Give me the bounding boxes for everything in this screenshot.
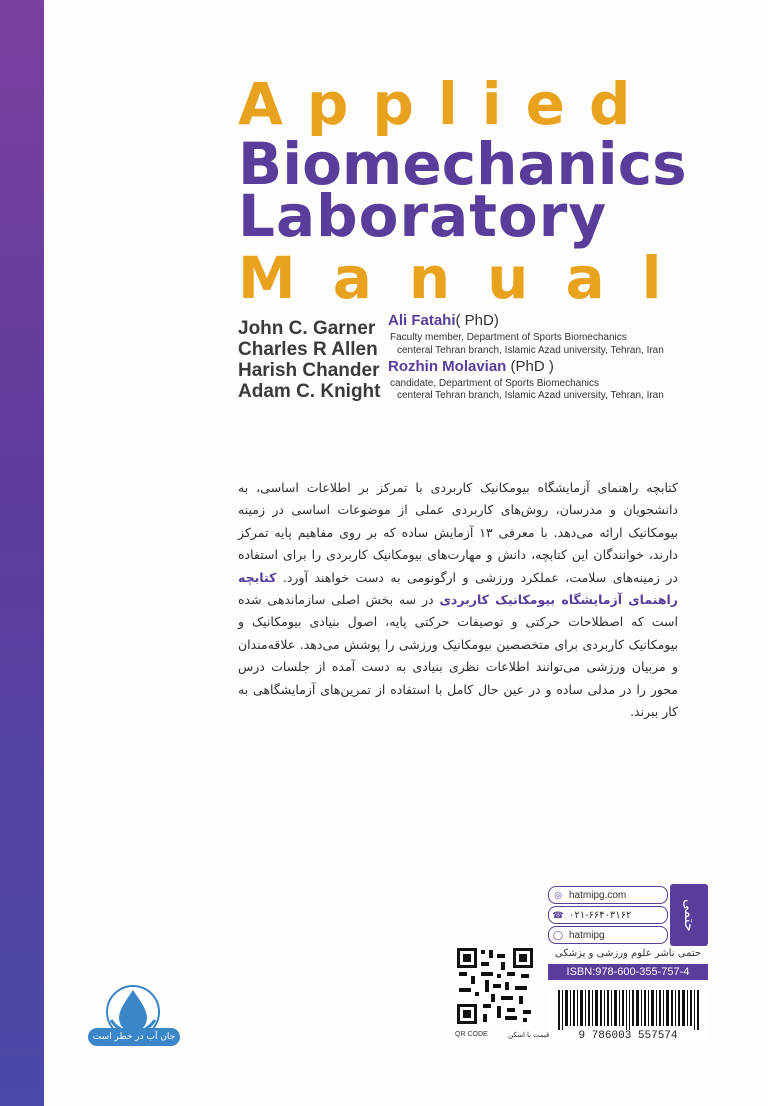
- description-highlight: کتابچه راهنمای آزمایشگاه بیومکانیک کاربردی: [238, 569, 679, 608]
- publisher-instagram-text: hatmipg: [569, 929, 605, 941]
- translator-1: [388, 312, 499, 329]
- globe-icon: ◎: [554, 889, 562, 900]
- book-description: [238, 477, 678, 723]
- book-spine: [0, 0, 44, 1106]
- description-part-1: کتابچه راهنمای آزمایشگاه بیومکانیک کاربردی با تمرکز بر اطلاعات اساسی، به دانشجویان و مدرسان، روش‌های کاربردی عملی از موضوعات اساسی در زمینه بیومکانیک ارائه می‌دهد. با معرفی ۱۳ آزمایش ساده که بر روی مفاهیم پایه تمرکز دارند، خوانندگان این کتابچه، دانش و مهارت‌های بیومکانیک کاربردی را برای استفاده در زمینه‌های سلامت، عملکرد ورزشی و ارگونومی به دست خواهند آورد.: [238, 480, 678, 585]
- translator-2: [388, 358, 554, 375]
- publisher-box: [548, 884, 708, 984]
- author-2: Charles R Allen: [238, 339, 378, 360]
- qr-code[interactable]: [455, 946, 535, 1026]
- title-biomechanics: Biomechanics: [238, 130, 687, 198]
- translator-2-degree: (PhD ): [506, 358, 554, 375]
- publisher-logo-text: حتمی: [681, 898, 697, 932]
- author-3: Harish Chander: [238, 360, 380, 381]
- water-badge-label: جان آب در خطر است: [88, 1028, 180, 1046]
- qr-label: QR CODE: [455, 1031, 488, 1038]
- publisher-name: حتمی ناشر علوم ورزشی و پزشکی: [554, 948, 702, 959]
- publisher-website[interactable]: [548, 886, 668, 904]
- barcode-number: 9 786003 557574: [548, 1030, 708, 1042]
- instagram-icon: ◯: [552, 929, 564, 940]
- title-applied: Applied: [238, 70, 655, 138]
- publisher-phone: [548, 906, 668, 924]
- translator-2-affiliation-2: centeral Tehran branch, Islamic Azad university, Tehran, Iran: [397, 390, 664, 401]
- publisher-phone-text: ۰۲۱-۶۶۴۰۳۱۶۲: [569, 909, 632, 921]
- author-1: John C. Garner: [238, 318, 376, 339]
- barcode-bars: [548, 990, 708, 1030]
- publisher-instagram[interactable]: [548, 926, 668, 944]
- translator-1-affiliation-1: Faculty member, Department of Sports Biomechanics: [390, 332, 627, 343]
- qr-price-label: قیمت با اسکن: [508, 1032, 550, 1039]
- description-part-2: در سه بخش اصلی سازماندهی شده است که اصطلاحات حرکتی و توصیفات حرکتی پایه، اصول بنیادی بیومکانیک و بیومکانیک کاربردی برای متخصصین بیومکانیک ورزشی را پوشش می‌دهد. علاقه‌مندان و مربیان ورزشی می‌توانند اطلاعات نظری بنیادی به دست آمده از جلسات درس محور را در مدلی ساده و در عین حال کامل با استفاده از تمرین‌های آزمایشگاهی به کار ببرند.: [238, 592, 678, 720]
- publisher-website-text: hatmipg.com: [569, 889, 627, 901]
- author-4: Adam C. Knight: [238, 381, 381, 402]
- isbn: ISBN:978-600-355-757-4: [548, 964, 708, 980]
- translator-1-affiliation-2: centeral Tehran branch, Islamic Azad university, Tehran, Iran: [397, 345, 664, 356]
- qr-code-graphic: [455, 946, 535, 1026]
- translator-1-degree: ( PhD): [455, 312, 499, 329]
- title-laboratory: Laboratory: [238, 182, 608, 250]
- title-manual: Manual: [238, 244, 699, 312]
- publisher-logo: [670, 884, 708, 946]
- phone-icon: ☎: [552, 909, 564, 920]
- translator-1-name: Ali Fatahi: [388, 312, 456, 329]
- translator-2-affiliation-1: candidate, Department of Sports Biomechanics: [390, 378, 599, 389]
- translator-2-name: Rozhin Molavian: [388, 358, 507, 375]
